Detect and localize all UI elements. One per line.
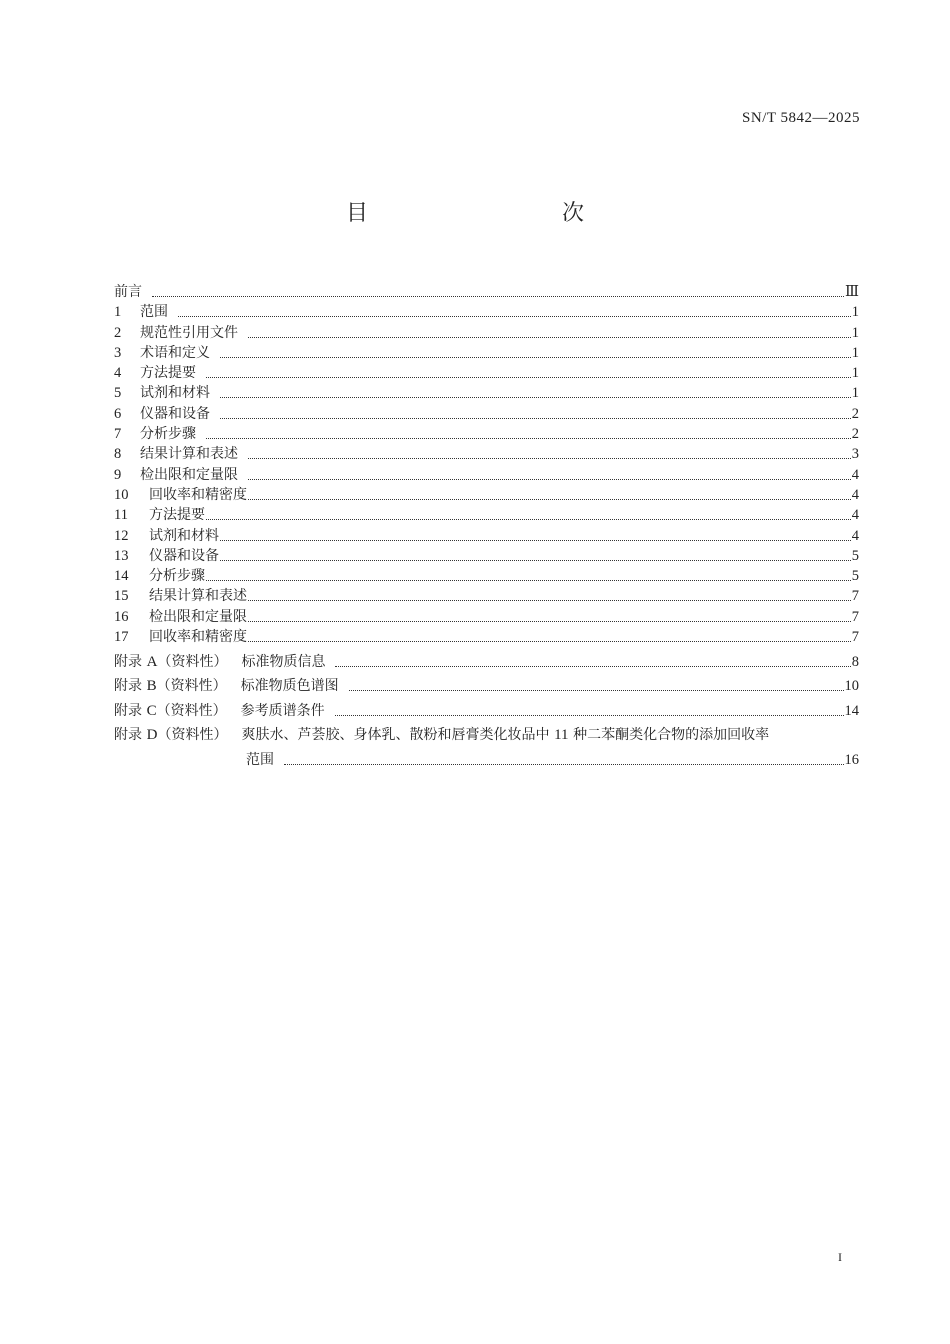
toc-entry-label: 爽肤水、芦荟胶、身体乳、散粉和唇膏类化妆品中 — [241, 727, 550, 744]
toc-entry-page: 7 — [851, 629, 859, 646]
appendix-letter: C — [146, 702, 157, 719]
toc-entry-label-number: 11 — [554, 727, 569, 744]
toc-entry-page: 8 — [851, 653, 859, 670]
toc-entry-page: 4 — [851, 486, 859, 503]
appendix-type: （资料性） — [157, 727, 228, 744]
toc-entry-label: 标准物质色谱图 — [240, 678, 339, 695]
toc-entry-foreword[interactable] — [114, 274, 859, 302]
toc-entry-number: 6 — [114, 405, 122, 422]
dot-leader — [335, 665, 850, 667]
toc-entry-page: 1 — [851, 304, 859, 321]
toc-entry-label: 结果计算和表述 — [140, 446, 238, 463]
toc-entry-label: 试剂和材料 — [149, 527, 219, 544]
toc-entry-number: 12 — [114, 527, 129, 544]
toc-entry-chapter[interactable] — [114, 485, 859, 505]
dot-leader — [206, 518, 851, 520]
toc-entry-page: 14 — [844, 702, 859, 719]
toc-entry-chapter[interactable] — [114, 403, 859, 423]
toc-entry-appendix-d[interactable] — [114, 721, 859, 746]
dot-leader — [220, 356, 851, 358]
appendix-type: （资料性） — [156, 678, 227, 695]
toc-entry-page: 4 — [851, 527, 859, 544]
toc-entry-number: 11 — [114, 507, 128, 524]
toc-entry-page: 1 — [851, 324, 859, 341]
dot-leader — [335, 714, 844, 716]
toc-entry-number: 1 — [114, 304, 122, 321]
toc-entry-page: 4 — [851, 466, 859, 483]
dot-leader — [248, 457, 851, 459]
appendix-type: （资料性） — [156, 702, 227, 719]
toc-entry-chapter[interactable] — [114, 363, 859, 383]
toc-entry-number: 15 — [114, 588, 129, 605]
toc-entry-page: 3 — [851, 446, 859, 463]
toc-entry-number: 14 — [114, 568, 129, 585]
toc-entry-chapter[interactable] — [114, 566, 859, 586]
toc-entry-label: 结果计算和表述 — [149, 588, 247, 605]
toc-entry-chapter[interactable] — [114, 343, 859, 363]
dot-leader — [248, 478, 851, 480]
toc-entry-number: 3 — [114, 344, 122, 361]
toc-entry-number: 5 — [114, 385, 122, 402]
appendix-prefix: 附录 — [114, 727, 142, 744]
appendix-prefix: 附录 — [114, 653, 142, 670]
toc-entry-number: 16 — [114, 608, 129, 625]
toc-entry-appendix-a[interactable] — [114, 647, 859, 672]
toc-entry-label: 分析步骤 — [149, 568, 205, 585]
toc-entry-label: 参考质谱条件 — [240, 702, 325, 719]
toc-entry-page: 2 — [851, 405, 859, 422]
toc-entry-page: 4 — [851, 507, 859, 524]
toc-entry-page: 1 — [851, 385, 859, 402]
table-of-contents — [114, 274, 859, 770]
toc-entry-label: 范围 — [140, 304, 168, 321]
toc-entry-chapter[interactable] — [114, 322, 859, 342]
appendix-letter: D — [146, 727, 158, 744]
toc-entry-appendix-c[interactable] — [114, 696, 859, 721]
toc-entry-number: 9 — [114, 466, 122, 483]
toc-entry-page: 16 — [844, 751, 859, 768]
toc-entry-chapter[interactable] — [114, 505, 859, 525]
toc-entry-label: 回收率和精密度 — [149, 629, 247, 646]
dot-leader — [248, 640, 851, 642]
appendix-prefix: 附录 — [114, 702, 142, 719]
dot-leader — [206, 437, 851, 439]
toc-entry-label: 回收率和精密度 — [149, 486, 247, 503]
toc-entry-label: 范围 — [246, 751, 274, 768]
toc-entry-chapter[interactable] — [114, 586, 859, 606]
toc-entry-number: 8 — [114, 446, 122, 463]
dot-leader — [206, 376, 851, 378]
dot-leader — [206, 579, 851, 581]
toc-entry-label: 术语和定义 — [140, 344, 210, 361]
toc-entry-chapter[interactable] — [114, 383, 859, 403]
toc-entry-chapter[interactable] — [114, 627, 859, 647]
toc-entry-chapter[interactable] — [114, 606, 859, 626]
toc-entry-label: 仪器和设备 — [149, 547, 219, 564]
dot-leader — [220, 559, 851, 561]
toc-entry-number: 13 — [114, 547, 129, 564]
dot-leader — [178, 315, 851, 317]
toc-entry-label: 前言 — [114, 284, 142, 300]
toc-entry-label: 仪器和设备 — [140, 405, 210, 422]
appendix-letter: B — [146, 678, 157, 695]
toc-entry-page: 7 — [851, 588, 859, 605]
toc-entry-label: 种二苯酮类化合物的添加回收率 — [573, 727, 770, 744]
toc-entry-page: 7 — [851, 608, 859, 625]
toc-entry-number: 17 — [114, 629, 129, 646]
toc-entry-number: 4 — [114, 365, 122, 382]
toc-entry-page: 1 — [851, 344, 859, 361]
toc-entry-page: 2 — [851, 426, 859, 443]
dot-leader — [248, 620, 851, 622]
toc-entry-appendix-b[interactable] — [114, 672, 859, 697]
dot-leader — [220, 417, 851, 419]
dot-leader — [248, 599, 851, 601]
toc-entry-chapter[interactable] — [114, 546, 859, 566]
toc-entry-chapter[interactable] — [114, 464, 859, 484]
standard-code: SN/T 5842—2025 — [742, 110, 860, 126]
toc-entry-label: 试剂和材料 — [140, 385, 210, 402]
toc-entry-label: 方法提要 — [140, 365, 196, 382]
toc-entry-chapter[interactable] — [114, 424, 859, 444]
appendix-prefix: 附录 — [114, 678, 142, 695]
page-number: I — [838, 1250, 842, 1264]
dot-leader — [220, 396, 851, 398]
toc-entry-label: 标准物质信息 — [241, 653, 326, 670]
toc-entry-number: 2 — [114, 324, 122, 341]
toc-entry-chapter[interactable] — [114, 444, 859, 464]
toc-entry-label: 检出限和定量限 — [140, 466, 238, 483]
toc-entry-chapter[interactable] — [114, 525, 859, 545]
dot-leader — [152, 295, 844, 297]
dot-leader — [349, 689, 844, 691]
toc-entry-number: 7 — [114, 426, 122, 443]
toc-entry-page: 5 — [851, 547, 859, 564]
toc-entry-number: 10 — [114, 486, 129, 503]
toc-entry-page: 5 — [851, 568, 859, 585]
dot-leader — [248, 498, 851, 500]
appendix-type: （资料性） — [157, 653, 228, 670]
dot-leader — [284, 763, 844, 765]
appendix-letter: A — [146, 653, 158, 670]
page-title: 目 次 — [345, 201, 634, 226]
toc-entry-chapter[interactable] — [114, 302, 859, 322]
toc-entry-label: 分析步骤 — [140, 426, 196, 443]
dot-leader — [248, 336, 851, 338]
dot-leader — [220, 539, 851, 541]
toc-entry-page: 1 — [851, 365, 859, 382]
toc-entry-label: 检出限和定量限 — [149, 608, 247, 625]
toc-entry-label: 规范性引用文件 — [140, 324, 238, 341]
toc-entry-label: 方法提要 — [149, 507, 205, 524]
toc-entry-page: 10 — [844, 678, 859, 695]
toc-entry-appendix-d-continuation[interactable] — [114, 745, 859, 770]
toc-entry-page: Ⅲ — [845, 284, 859, 300]
